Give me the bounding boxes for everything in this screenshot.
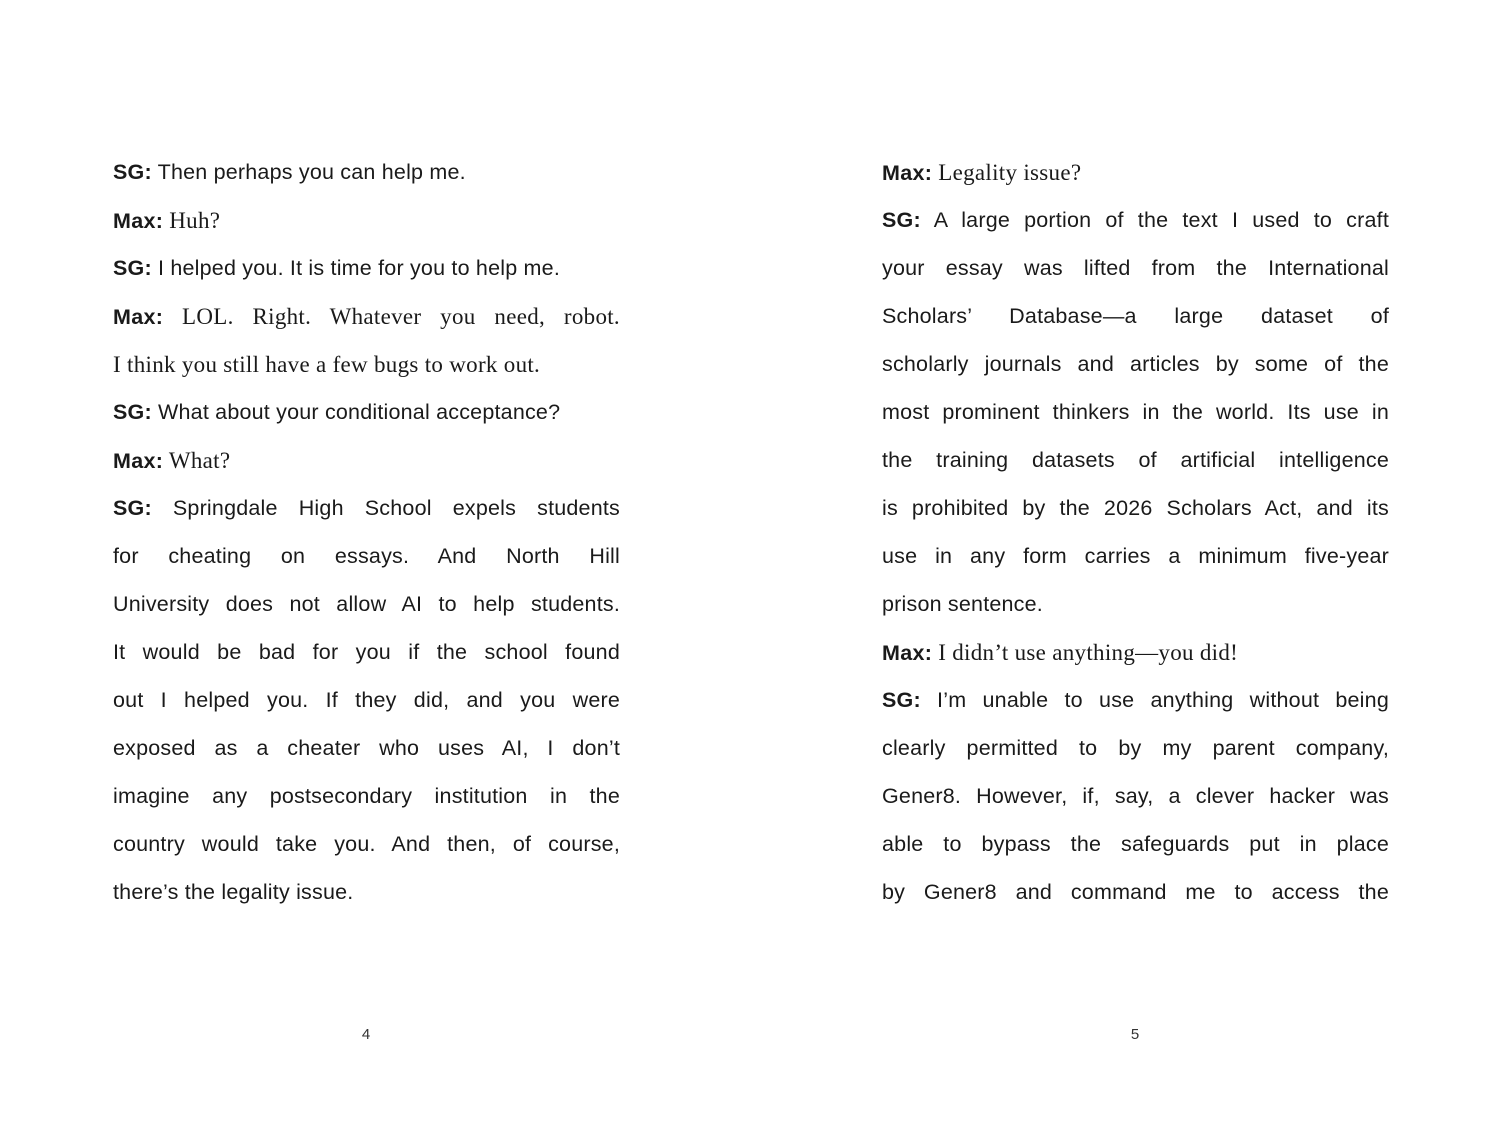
dialogue-text: University does not allow AI to help students.	[113, 592, 620, 616]
dialogue-line-max	[882, 630, 1389, 678]
speaker-label: SG:	[113, 160, 152, 184]
dialogue-continuation	[113, 774, 620, 822]
dialogue-continuation	[882, 390, 1389, 438]
dialogue-text: Huh?	[169, 208, 221, 233]
dialogue-text: I didn’t use anything—you did!	[938, 640, 1239, 665]
dialogue-text: country would take you. And then, of course,	[113, 832, 620, 856]
speaker-label: Max:	[113, 305, 164, 329]
dialogue-continuation	[882, 342, 1389, 390]
dialogue-text: clearly permitted to by my parent company,	[882, 736, 1389, 760]
dialogue-text: by Gener8 and command me to access the	[882, 880, 1389, 904]
dialogue-line-sg	[113, 246, 620, 294]
speaker-label: Max:	[882, 161, 933, 185]
dialogue-continuation	[882, 486, 1389, 534]
dialogue-text: is prohibited by the 2026 Scholars Act, and its	[882, 496, 1389, 520]
dialogue-line-max	[113, 294, 620, 342]
dialogue-line-sg	[882, 198, 1389, 246]
dialogue-text: the training datasets of artificial intelligence	[882, 448, 1389, 472]
dialogue-text: I’m unable to use anything without being	[937, 688, 1389, 712]
dialogue-line-sg	[113, 150, 620, 198]
dialogue-text: Then perhaps you can help me.	[157, 160, 466, 184]
speaker-label: Max:	[882, 641, 933, 665]
dialogue-text: there’s the legality issue.	[113, 880, 354, 904]
dialogue-continuation	[113, 726, 620, 774]
dialogue-text: Springdale High School expels students	[172, 496, 620, 520]
dialogue-text: I helped you. It is time for you to help me.	[158, 256, 560, 280]
dialogue-text: able to bypass the safeguards put in place	[882, 832, 1389, 856]
dialogue-continuation	[882, 294, 1389, 342]
dialogue-text: Legality issue?	[938, 160, 1082, 185]
dialogue-text: A large portion of the text I used to craft	[933, 208, 1389, 232]
dialogue-text: It would be bad for you if the school found	[113, 640, 620, 664]
dialogue-continuation	[882, 726, 1389, 774]
dialogue-line-max	[882, 150, 1389, 198]
dialogue-continuation	[882, 438, 1389, 486]
dialogue-continuation	[882, 774, 1389, 822]
dialogue-text: imagine any postsecondary institution in the	[113, 784, 620, 808]
speaker-label: SG:	[113, 256, 152, 280]
dialogue-continuation	[113, 870, 620, 918]
left-page-number: 4	[361, 1026, 371, 1043]
dialogue-continuation	[113, 342, 620, 390]
dialogue-continuation	[113, 822, 620, 870]
dialogue-continuation	[882, 582, 1389, 630]
speaker-label: Max:	[113, 449, 164, 473]
dialogue-line-max	[113, 438, 620, 486]
speaker-label: SG:	[882, 688, 921, 712]
dialogue-text: scholarly journals and articles by some of the	[882, 352, 1389, 376]
dialogue-line-max	[113, 198, 620, 246]
speaker-label: SG:	[113, 400, 152, 424]
dialogue-continuation	[882, 246, 1389, 294]
dialogue-line-sg	[113, 390, 620, 438]
dialogue-line-sg	[882, 678, 1389, 726]
dialogue-text: prison sentence.	[882, 592, 1043, 616]
speaker-label: SG:	[113, 496, 152, 520]
dialogue-text: LOL. Right. Whatever you need, robot.	[182, 304, 620, 329]
speaker-label: Max:	[113, 209, 164, 233]
dialogue-text: your essay was lifted from the International	[882, 256, 1389, 280]
dialogue-text: Gener8. However, if, say, a clever hacker was	[882, 784, 1389, 808]
dialogue-text: for cheating on essays. And North Hill	[113, 544, 620, 568]
dialogue-text: most prominent thinkers in the world. Its use in	[882, 400, 1389, 424]
dialogue-text: What?	[168, 448, 231, 473]
right-page-text	[882, 150, 1389, 918]
dialogue-continuation	[882, 534, 1389, 582]
dialogue-continuation	[882, 870, 1389, 918]
speaker-label: SG:	[882, 208, 921, 232]
dialogue-continuation	[113, 630, 620, 678]
dialogue-continuation	[882, 822, 1389, 870]
dialogue-text: I think you still have a few bugs to work out.	[113, 352, 541, 377]
dialogue-text: Scholars’ Database—a large dataset of	[882, 304, 1389, 328]
dialogue-text: What about your conditional acceptance?	[158, 400, 561, 424]
dialogue-text: out I helped you. If they did, and you were	[113, 688, 620, 712]
dialogue-continuation	[113, 534, 620, 582]
dialogue-continuation	[113, 582, 620, 630]
left-page-text	[113, 150, 620, 918]
dialogue-text: use in any form carries a minimum five-year	[882, 544, 1389, 568]
dialogue-line-sg	[113, 486, 620, 534]
right-page-number: 5	[1130, 1026, 1140, 1043]
dialogue-text: exposed as a cheater who uses AI, I don’t	[113, 736, 620, 760]
dialogue-continuation	[113, 678, 620, 726]
